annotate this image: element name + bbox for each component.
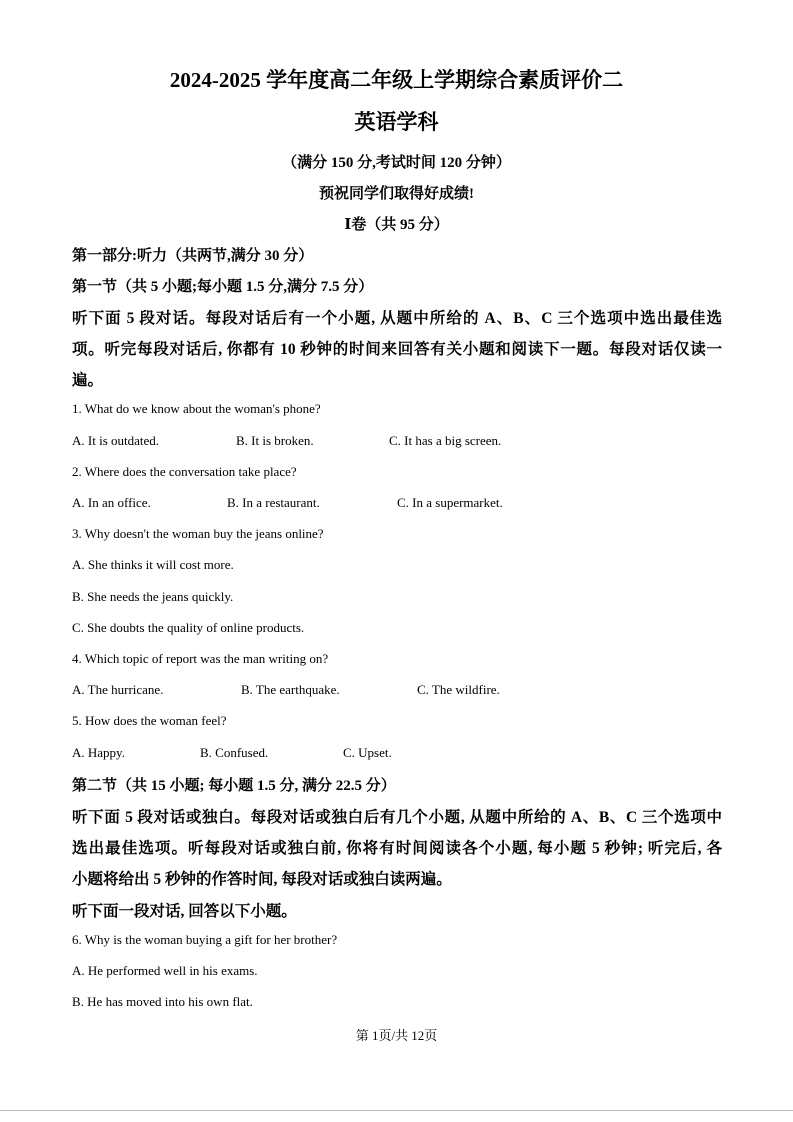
dialogue-lead: 听下面一段对话, 回答以下小题。 xyxy=(72,903,297,920)
answer-option: A. The hurricane. xyxy=(72,682,164,697)
good-luck-message: 预祝同学们取得好成绩! xyxy=(319,186,474,202)
score-time-info: （满分 150 分,考试时间 120 分钟） xyxy=(282,155,511,171)
question-stem: 4. Which topic of report was the man writing on? xyxy=(72,651,329,666)
answer-option: C. It has a big screen. xyxy=(389,433,502,448)
answer-option: B. It is broken. xyxy=(236,433,314,448)
answer-option: B. She needs the jeans quickly. xyxy=(72,589,234,604)
part1-heading: 第一部分:听力（共两节,满分 30 分） xyxy=(72,248,314,264)
question-stem: 2. Where does the conversation take place? xyxy=(72,464,297,479)
page-number: 第 1页/共 12页 xyxy=(355,1028,438,1043)
answer-option: A. She thinks it will cost more. xyxy=(72,557,234,572)
answer-option: C. The wildfire. xyxy=(417,682,500,697)
question-stem: 6. Why is the woman buying a gift for her brother? xyxy=(72,932,338,947)
answer-option: B. Confused. xyxy=(200,745,269,760)
question-stem: 3. Why doesn't the woman buy the jeans online? xyxy=(72,526,324,541)
question-stem: 5. How does the woman feel? xyxy=(72,713,227,728)
section2-instruction-line: 听下面 5 段对话或独白。每段对话或独白后有几个小题, 从题中所给的 A、B、C 三个选项中 xyxy=(72,809,722,826)
question-stem: 1. What do we know about the woman's phone? xyxy=(72,401,321,416)
exam-title: 2024-2025 学年度高二年级上学期综合素质评价二 xyxy=(169,68,624,92)
section2-instruction-line: 选出最佳选项。听每段对话或独白前, 你将有时间阅读各个小题, 每小题 5 秒钟; 听完后, 各 xyxy=(72,840,722,857)
section1-instruction-line: 项。听完每段对话后, 你都有 10 秒钟的时间来回答有关小题和阅读下一题。每段对话仅读一 xyxy=(72,341,722,358)
answer-option: A. It is outdated. xyxy=(72,433,160,448)
section1-heading: 第一节（共 5 小题;每小题 1.5 分,满分 7.5 分） xyxy=(72,279,374,295)
answer-option: B. The earthquake. xyxy=(241,682,340,697)
section1-instruction-line: 听下面 5 段对话。每段对话后有一个小题, 从题中所给的 A、B、C 三个选项中选出最佳选 xyxy=(72,310,722,327)
page-divider xyxy=(0,1110,793,1111)
answer-option: C. In a supermarket. xyxy=(397,495,503,510)
subject-title: 英语学科 xyxy=(354,110,439,134)
section2-instruction-line: 小题将给出 5 秒钟的作答时间, 每段对话或独白读两遍。 xyxy=(72,871,452,888)
answer-option: B. In a restaurant. xyxy=(227,495,320,510)
answer-option: A. Happy. xyxy=(72,745,125,760)
answer-option: C. She doubts the quality of online products. xyxy=(72,620,305,635)
section2-heading: 第二节（共 15 小题; 每小题 1.5 分, 满分 22.5 分） xyxy=(72,778,396,794)
answer-option: A. In an office. xyxy=(72,495,151,510)
answer-option: A. He performed well in his exams. xyxy=(72,963,258,978)
answer-option: B. He has moved into his own flat. xyxy=(72,994,253,1009)
section1-instruction-line: 遍。 xyxy=(72,372,104,389)
answer-option: C. Upset. xyxy=(343,745,392,760)
volume-heading: Ⅰ卷（共 95 分） xyxy=(344,217,449,233)
